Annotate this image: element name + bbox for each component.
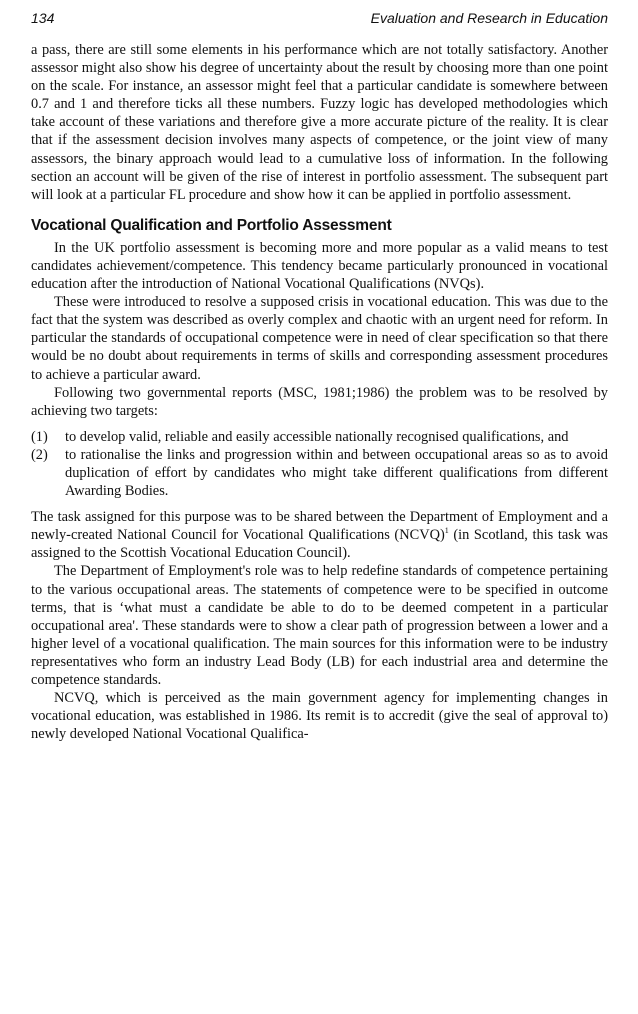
targets-list [31,428,608,500]
running-title: Evaluation and Research in Education [370,10,608,26]
intro-paragraph: a pass, there are still some elements in his performance which are not totally satisfactory. Another assessor might also show his degree of uncertainty about the result by choosing more than one point on the scale. For instance, an assessor might feel that a particular candidate is somewhere between 0.7 and 1 and therefore ticks all these numbers. Fuzzy logic has developed methodologies which take account of these variations and therefore give a more accurate picture of the reality. It is clear that if the assessment decision involves many aspects of competence, or the joint view of many assessors, the binary approach would lead to a cumulative loss of information. In the following section an account will be given of the rise of interest in portfolio assessment. The subsequent part will look at a particular FL procedure and show how it can be applied in portfolio assessment. [31,42,608,203]
paragraph-department: The Department of Employment's role was to help redefine standards of competence pertaining to the various occupational areas. The statements of competence were to be specified in outcome terms, that is ‘what must a candidate be able to do to be deemed competent in a particular occupational area'. These standards were to show a clear path of progression between a lower and a higher level of a vocational qualification. The main sources for this information were to be industry representatives who form an industry Lead Body (LB) for each industrial area and determine the competence standards. [31,563,608,688]
footnote-marker: 1 [444,526,449,536]
list-item-number: (2) [31,446,48,463]
list-item [31,428,608,446]
task-text-after: (in Scotland, this task was assigned to the Scottish Vocational Education Council). [31,527,608,562]
paragraph-crisis: These were introduced to resolve a supposed crisis in vocational education. This was due to the fact that the system was described as overly complex and chaotic with an urgent need for reform. In particular the standards of occupational competence were in need of clear specification so that there would be no doubt about requirements in terms of skills and corresponding assessment procedures to achieve a particular award. [31,294,608,383]
document-page [31,10,608,743]
task-text-before: The task assigned for this purpose was to be shared between the Department of Employment and a newly-created National Council for Vocational Qualifications (NCVQ) [31,509,608,544]
paragraph-portfolio-popularity: In the UK portfolio assessment is becoming more and more popular as a valid means to test candidates achievement/competence. This tendency became particularly pronounced in vocational education after the introduction of National Vocational Qualifications (NVQs). [31,239,608,293]
paragraph-task [31,508,608,562]
list-item-number: (1) [31,428,48,445]
section-heading: Vocational Qualification and Portfolio Assessment [31,216,392,234]
list-item [31,446,608,500]
paragraph-reports: Following two governmental reports (MSC, 1981;1986) the problem was to be resolved by achieving two targets: [31,384,608,419]
page-number: 134 [31,10,55,26]
running-header [31,10,608,28]
list-item-text: to rationalise the links and progression within and between occupational areas so as to avoid duplication of effort by candidates who might take different qualifications from different Awarding Bodies. [65,446,608,500]
list-item-text: to develop valid, reliable and easily accessible nationally recognised qualifications, and [65,428,569,445]
paragraph-ncvq: NCVQ, which is perceived as the main government agency for implementing changes in vocational education, was established in 1986. Its remit is to accredit (give the seal of approval to) newly developed National Vocational Qualifica- [31,690,608,743]
